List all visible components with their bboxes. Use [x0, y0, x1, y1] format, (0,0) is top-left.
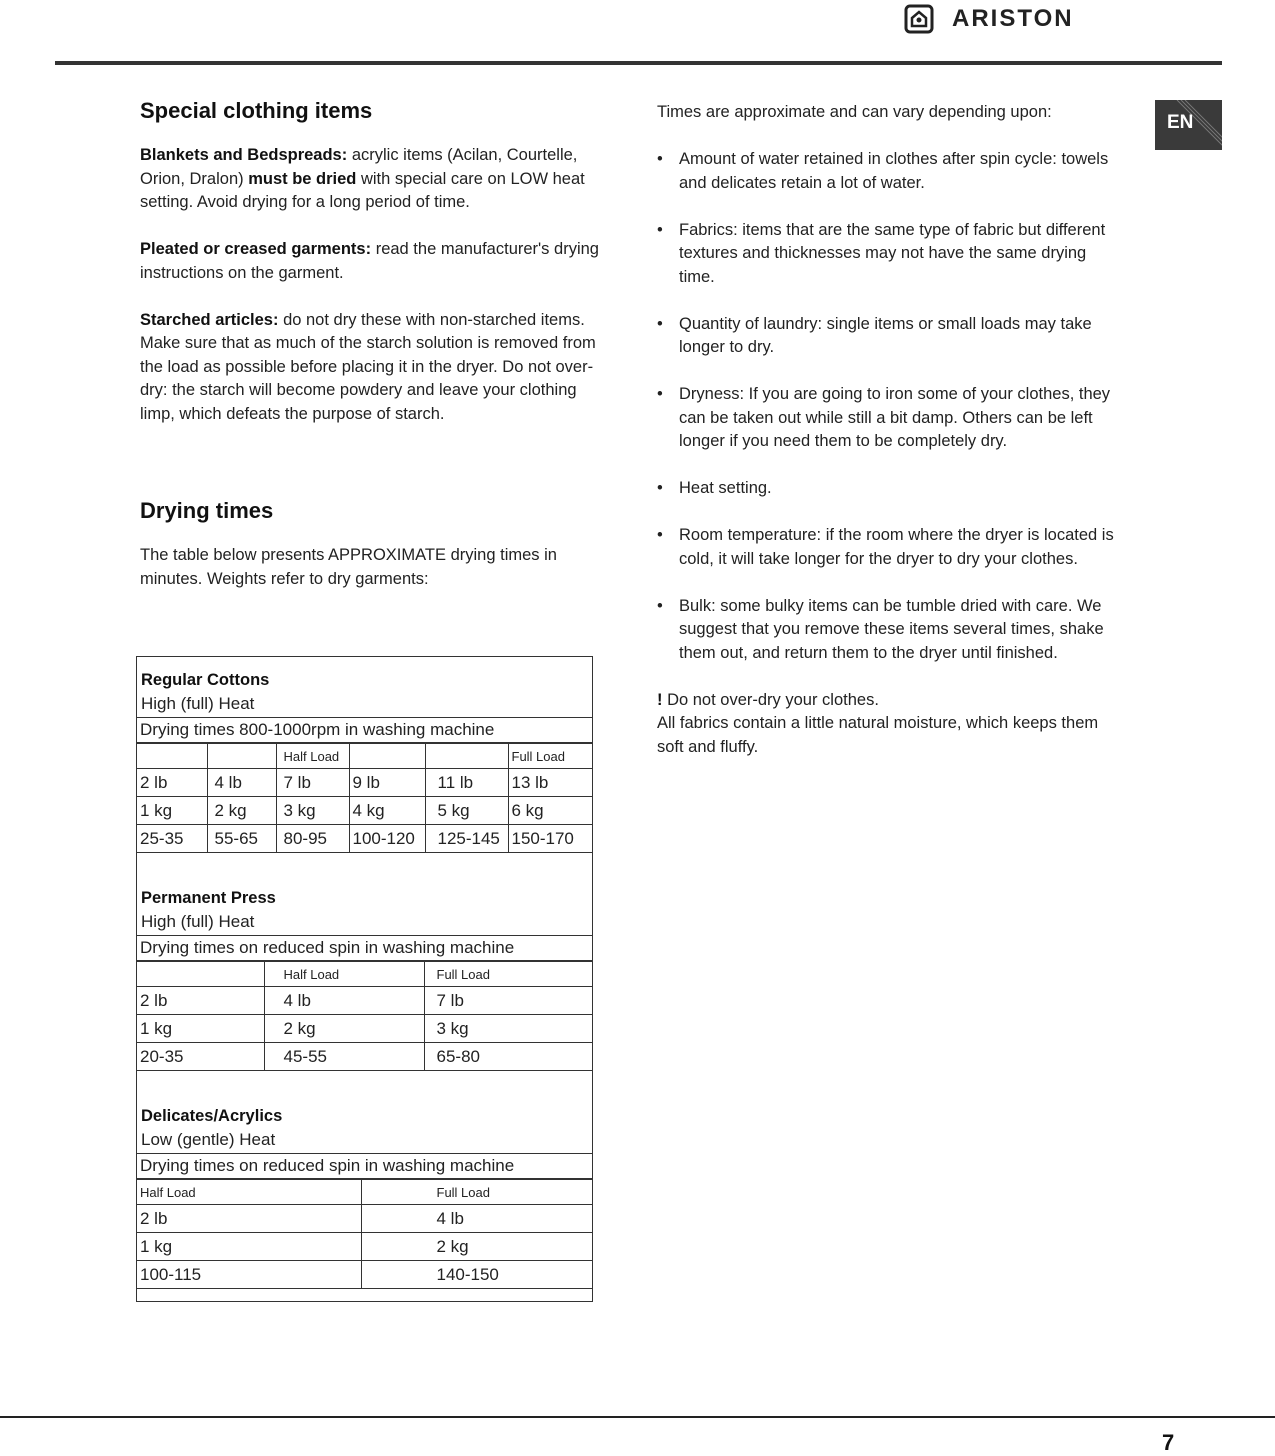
table-row — [137, 1043, 592, 1071]
list-item-text: Dryness: If you are going to iron some of your clothes, they can be taken out while still a bit damp. Others can be left longer if you need them to be completely dry. — [679, 385, 1111, 450]
delicates-heat: Low (gentle) Heat — [141, 1130, 276, 1149]
table-cell: 2 kg — [361, 1233, 592, 1261]
starched-label: Starched articles: — [140, 310, 279, 329]
drying-times-heading: Drying times — [140, 498, 274, 523]
table-cell: 5 kg — [425, 797, 508, 825]
times-intro: Times are approximate and can vary depending upon: — [657, 103, 1052, 121]
table-row — [137, 962, 592, 987]
table-cell: 65-80 — [424, 1043, 592, 1071]
table-cell: 140-150 — [361, 1261, 592, 1289]
blankets-text-2: with special care on LOW heat setting. Avoid drying for a long period of time. — [140, 169, 585, 211]
table-cell: 45-55 — [264, 1043, 424, 1071]
pleated-paragraph — [140, 238, 600, 285]
table-cell: Half Load — [264, 962, 424, 987]
table-cell — [425, 744, 508, 769]
brand-logo — [904, 4, 1074, 34]
list-item-text: Heat setting. — [679, 479, 772, 497]
moisture-note: All fabrics contain a little natural moisture, which keeps them soft and fluffy. — [657, 714, 1099, 756]
table-row — [137, 744, 592, 769]
table-cell: Full Load — [508, 744, 592, 769]
permanent-press-desc: Drying times on reduced spin in washing machine — [137, 935, 592, 961]
starched-text: do not dry these with non-starched items. Make sure that as much of the starch solution is removed from the load as possible before placing it in the dryer. Do not over-dry: the starch will become powdery and leave your clothing limp, which defeats the purpose of starch. — [140, 310, 596, 423]
table-cell: 4 kg — [349, 797, 425, 825]
table-cell: 7 lb — [276, 769, 349, 797]
page-number: 7 — [1162, 1430, 1175, 1455]
regular-cottons-desc: Drying times 800-1000rpm in washing machine — [137, 717, 592, 743]
table-cell: 1 kg — [137, 797, 207, 825]
table-cell: Half Load — [137, 1180, 361, 1205]
delicates-header — [137, 1105, 592, 1153]
blankets-text-1: acrylic items (Acilan, Courtelle, Orion, Dralon) — [140, 146, 578, 188]
list-item — [657, 477, 1117, 501]
table-cell: 2 lb — [137, 1205, 361, 1233]
table-cell: 2 kg — [207, 797, 276, 825]
table-row — [137, 1205, 592, 1233]
delicates-grid — [137, 1179, 592, 1289]
table-cell: 20-35 — [137, 1043, 264, 1071]
table-row — [137, 769, 592, 797]
language-code: EN — [1167, 112, 1194, 133]
table-cell: 25-35 — [137, 825, 207, 853]
table-cell: 3 kg — [424, 1015, 592, 1043]
warning-text: Do not over-dry your clothes. — [662, 690, 879, 709]
table-cell: 4 lb — [264, 987, 424, 1015]
table-cell — [137, 744, 207, 769]
table-cell: 13 lb — [508, 769, 592, 797]
special-items-heading: Special clothing items — [140, 98, 373, 123]
table-cell: 4 lb — [207, 769, 276, 797]
table-cell: 3 kg — [276, 797, 349, 825]
table-row — [137, 1180, 592, 1205]
bullet-icon: • — [657, 150, 663, 168]
permanent-press-header — [137, 887, 592, 935]
table-cell: 2 lb — [137, 769, 207, 797]
ariston-logo-icon — [904, 4, 934, 34]
table-row — [137, 797, 592, 825]
table-cell: 2 kg — [264, 1015, 424, 1043]
delicates-title: Delicates/Acrylics — [141, 1107, 283, 1125]
blankets-bold: must be dried — [248, 169, 357, 188]
table-cell: 4 lb — [361, 1205, 592, 1233]
table-cell — [207, 744, 276, 769]
table-cell: 55-65 — [207, 825, 276, 853]
footer-rule — [0, 1416, 1275, 1418]
list-item — [657, 148, 1117, 195]
table-cell — [349, 744, 425, 769]
blankets-paragraph — [140, 144, 600, 215]
drying-times-intro: The table below presents APPROXIMATE drying times in minutes. Weights refer to dry garments: — [140, 546, 557, 588]
regular-cottons-title: Regular Cottons — [141, 671, 270, 689]
table-row — [137, 825, 592, 853]
list-item-text: Fabrics: items that are the same type of fabric but different textures and thicknesses may not have the same drying time. — [679, 220, 1106, 286]
list-item-text: Quantity of laundry: single items or small loads may take longer to dry. — [679, 314, 1092, 356]
list-item-text: Room temperature: if the room where the dryer is located is cold, it will take longer for the dryer to dry your clothes. — [679, 526, 1114, 568]
starched-paragraph — [140, 309, 600, 427]
table-cell: 150-170 — [508, 825, 592, 853]
list-item-text: Bulk: some bulky items can be tumble dried with care. We suggest that you remove these items several times, shake them out, and return them to the dryer until finished. — [679, 596, 1104, 662]
table-cell: 1 kg — [137, 1015, 264, 1043]
drying-times-table — [136, 656, 593, 1302]
table-cell — [137, 962, 264, 987]
bullet-icon: • — [657, 314, 663, 333]
table-cell: 9 lb — [349, 769, 425, 797]
permanent-press-grid — [137, 961, 592, 1071]
regular-cottons-heat: High (full) Heat — [141, 694, 255, 713]
factor-list — [657, 148, 1117, 665]
right-column — [657, 101, 1117, 759]
table-cell: 100-115 — [137, 1261, 361, 1289]
bullet-icon: • — [657, 385, 663, 403]
left-column — [140, 96, 600, 591]
brand-name: ARISTON — [952, 5, 1074, 32]
table-cell: Full Load — [424, 962, 592, 987]
table-cell: 11 lb — [425, 769, 508, 797]
table-cell: 125-145 — [425, 825, 508, 853]
list-item — [657, 313, 1117, 360]
regular-cottons-header — [137, 657, 592, 717]
table-cell: 6 kg — [508, 797, 592, 825]
warning-icon: ! — [657, 690, 663, 709]
table-row — [137, 1261, 592, 1289]
table-cell: 80-95 — [276, 825, 349, 853]
list-item — [657, 595, 1117, 666]
pleated-label: Pleated or creased garments: — [140, 240, 372, 258]
regular-cottons-grid — [137, 743, 592, 853]
table-cell: 7 lb — [424, 987, 592, 1015]
permanent-press-title: Permanent Press — [141, 889, 276, 907]
language-tab — [1155, 100, 1222, 150]
table-cell: 1 kg — [137, 1233, 361, 1261]
blankets-label: Blankets and Bedspreads: — [140, 146, 348, 164]
warning-line — [657, 689, 1117, 713]
bullet-icon: • — [657, 596, 663, 615]
header-rule — [55, 61, 1222, 65]
delicates-desc: Drying times on reduced spin in washing machine — [137, 1153, 592, 1179]
permanent-press-heat: High (full) Heat — [141, 912, 255, 931]
list-item — [657, 219, 1117, 290]
table-row — [137, 1233, 592, 1261]
table-cell: Full Load — [361, 1180, 592, 1205]
bullet-icon: • — [657, 526, 663, 544]
table-cell: 100-120 — [349, 825, 425, 853]
table-row — [137, 1015, 592, 1043]
list-item — [657, 524, 1117, 571]
list-item — [657, 383, 1117, 454]
bullet-icon: • — [657, 220, 663, 239]
table-cell: Half Load — [276, 744, 349, 769]
table-cell: 2 lb — [137, 987, 264, 1015]
list-item-text: Amount of water retained in clothes after spin cycle: towels and delicates retain a lot of water. — [679, 150, 1109, 192]
table-row — [137, 987, 592, 1015]
pleated-text: read the manufacturer's drying instructions on the garment. — [140, 240, 599, 282]
bullet-icon: • — [657, 479, 663, 497]
